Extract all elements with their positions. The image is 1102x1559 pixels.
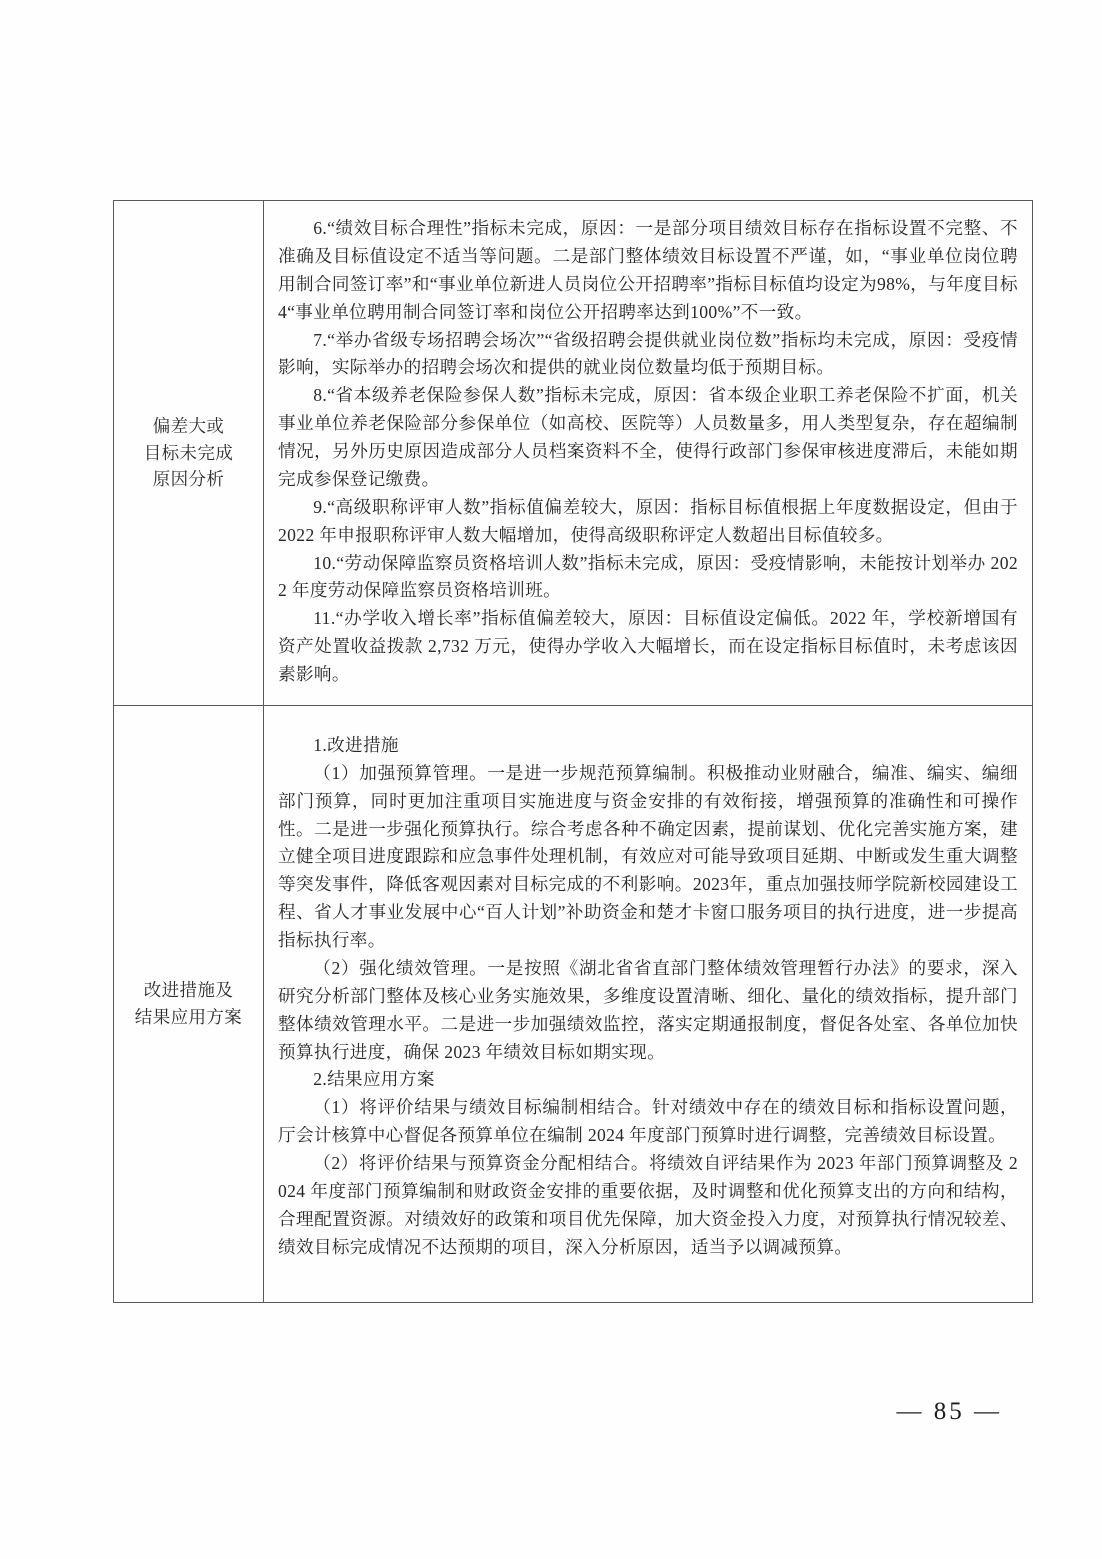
page-number: — 85 —	[896, 1398, 1002, 1425]
paragraph: （1）将评价结果与绩效目标编制相结合。针对绩效中存在的绩效目标和指标设置问题，厅会计核算中心督促各预算单位在编制 2024 年度部门预算时进行调整，完善绩效目标设置。	[278, 1097, 1018, 1146]
row-body-deviation-cause-analysis	[264, 201, 1033, 706]
row-label-line: 结果应用方案	[134, 1006, 243, 1027]
paragraph: 10.“劳动保障监察员资格培训人数”指标未完成，原因：受疫情影响，未能按计划举办 2022 年度劳动保障监察员资格培训班。	[278, 552, 1018, 601]
paragraph: 6.“绩效目标合理性”指标未完成，原因：一是部分项目绩效目标存在指标设置不完整、不准确及目标值设定不适当等问题。二是部门整体绩效目标设置不严谨，如，“事业单位岗位聘用制合同签订率”和“事业单位新进人员岗位公开招聘率”指标目标值均设定为98%，与年度目标 4“事业单位聘用制合同签订率和岗位公开招聘率达到100%”不一致。	[278, 218, 1018, 322]
paragraph: （1）加强预算管理。一是进一步规范预算编制。积极推动业财融合，编准、编实、编细部门预算，同时更加注重项目实施进度与资金安排的有效衔接，增强预算的准确性和可操作性。二是进一步强化预算执行。综合考虑各种不确定因素，提前谋划、优化完善实施方案，建立健全项目进度跟踪和应急事件处理机制，有效应对可能导致项目延期、中断或发生重大调整等突发事件，降低客观因素对目标完成的不利影响。2023年，重点加强技师学院新校园建设工程、省人才事业发展中心“百人计划”补助资金和楚才卡窗口服务项目的执行进度，进一步提高指标执行率。	[278, 762, 1018, 950]
paragraph: （2）强化绩效管理。一是按照《湖北省省直部门整体绩效管理暂行办法》的要求，深入研究分析部门整体及核心业务实施效果，多维度设置清晰、细化、量化的绩效指标，提升部门整体绩效管理水平。二是进一步加强绩效监控，落实定期通报制度，督促各处室、各单位加快预算执行进度，确保 2023 年绩效目标如期实现。	[278, 957, 1018, 1062]
paragraph: 9.“高级职称评审人数”指标值偏差较大，原因：指标目标值根据上年度数据设定，但由于 2022 年申报职称评审人数大幅增加，使得高级职称评定人数超出目标值较多。	[278, 496, 1018, 545]
paragraph: （2）将评价结果与预算资金分配相结合。将绩效自评结果作为 2023 年部门预算调整及 2024 年度部门预算编制和财政资金安排的重要依据，及时调整和优化预算支出的方向和结构，合理配置资源。对绩效好的政策和项目优先保障，加大资金投入力度，对预算执行情况较差、绩效目标完成情况不达预期的项目，深入分析原因，适当予以调减预算。	[278, 1153, 1018, 1257]
paragraph: 11.“办学收入增长率”指标值偏差较大，原因：目标值设定偏低。2022 年，学校新增国有资产处置收益拨款 2,732 万元，使得办学收入大幅增长，而在设定指标目标值时，未考虑该因素影响。	[278, 608, 1018, 684]
table-row	[114, 705, 1033, 1302]
performance-report-table	[113, 200, 1033, 1303]
row-label-line: 原因分析	[152, 469, 225, 490]
row-label-improvement-and-application	[114, 705, 264, 1302]
row-label-line: 偏差大或	[152, 416, 225, 437]
paragraph: 2.结果应用方案	[313, 1069, 435, 1090]
row-body-improvement-and-application	[264, 705, 1033, 1302]
paragraph: 7.“举办省级专场招聘会场次”“省级招聘会提供就业岗位数”指标均未完成，原因：受疫情影响，实际举办的招聘会场次和提供的就业岗位数量均低于预期目标。	[278, 329, 1018, 378]
paragraph: 1.改进措施	[313, 734, 399, 755]
row-label-line: 改进措施及	[143, 980, 234, 1001]
row-label-deviation-cause-analysis	[114, 201, 264, 706]
table-row	[114, 201, 1033, 706]
row-label-line: 目标未完成	[143, 442, 234, 463]
paragraph: 8.“省本级养老保险参保人数”指标未完成，原因：省本级企业职工养老保险不扩面，机关事业单位养老保险部分参保单位（如高校、医院等）人员数量多，用人类型复杂，存在超编制情况，另外历史原因造成部分人员档案资料不全，使得行政部门参保审核进度滞后，未能如期完成参保登记缴费。	[278, 385, 1018, 489]
